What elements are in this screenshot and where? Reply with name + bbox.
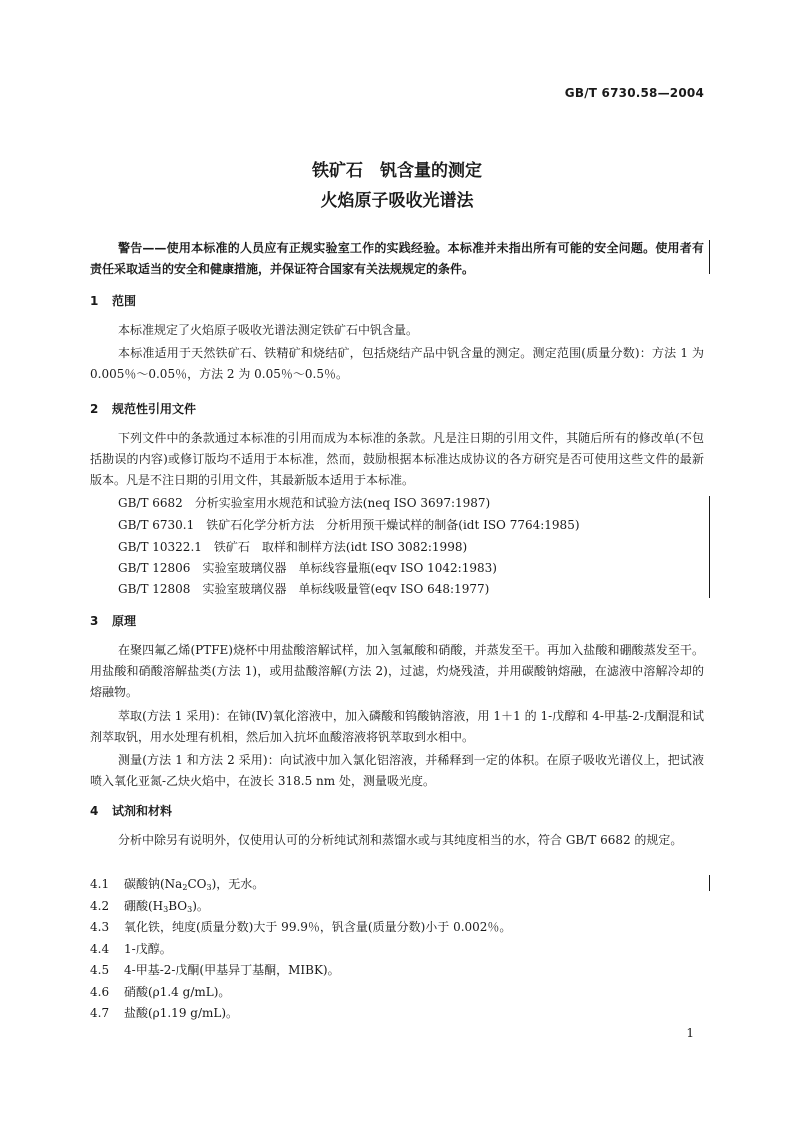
paragraph: 下列文件中的条款通过本标准的引用而成为本标准的条款。凡是注日期的引用文件，其随后所有的修改单(不包括勘误的内容)或修订版均不适用于本标准，然而，鼓励根据本标准达成协议的各方研究是否可使用这些文件的最新版本。凡是不注日期的引用文件，其最新版本适用于本标准。 <box>90 431 704 487</box>
document-title-line2: 火焰原子吸收光谱法 <box>320 191 474 211</box>
reference-item: GB/T 12808 实验室玻璃仪器 单标线吸量管(eqv ISO 648:1977) <box>118 582 490 596</box>
item-text: 氧化铁，纯度(质量分数)大于 99.9％，钒含量(质量分数)小于 0.002％。 <box>124 920 512 934</box>
item-text: )，无水。 <box>211 877 265 891</box>
item-number: 4.5 <box>90 963 110 977</box>
paragraph: 在聚四氟乙烯(PTFE)烧杯中用盐酸溶解试样，加入氢氟酸和硝酸，并蒸发至干。再加入盐酸和硼酸蒸发至干。用盐酸和硝酸溶解盐类(方法 1)，或用盐酸溶解(方法 2)，过滤，灼烧残渣，并用碳酸钠熔融，在滤液中溶解冷却的熔融物。 <box>90 643 704 699</box>
reference-item: GB/T 6730.1 铁矿石化学分析方法 分析用预干燥试样的制备(idt ISO 7764:1985) <box>118 518 580 532</box>
reagent-item <box>90 961 340 978</box>
section-number: 2 <box>90 402 99 416</box>
item-number: 4.4 <box>90 942 110 956</box>
item-text: 盐酸(ρ1.19 g/mL)。 <box>124 1006 239 1020</box>
paragraph: 本标准规定了火焰原子吸收光谱法测定铁矿石中钒含量。 <box>118 323 419 337</box>
section-number: 4 <box>90 804 99 818</box>
section-3-heading <box>90 612 136 629</box>
paragraph: 本标准适用于天然铁矿石、铁精矿和烧结矿，包括烧结产品中钒含量的测定。测定范围(质量分数)：方法 1 为 0.005％～0.05％，方法 2 为 0.05％～0.5％。 <box>90 346 704 381</box>
section-title: 原理 <box>112 614 137 628</box>
subscript: 3 <box>206 883 212 892</box>
item-text: 1-戊醇。 <box>124 942 172 956</box>
paragraph: 分析中除另有说明外，仅使用认可的分析纯试剂和蒸馏水或与其纯度相当的水，符合 GB/T 6682 的规定。 <box>118 833 683 847</box>
item-text: )。 <box>192 899 209 913</box>
page-number: 1 <box>686 1026 694 1040</box>
reagent-item <box>90 940 172 957</box>
reagent-item <box>90 875 264 892</box>
item-text: 4-甲基-2-戊酮(甲基异丁基酮，MIBK)。 <box>124 963 340 977</box>
subscript: 3 <box>187 905 193 914</box>
item-number: 4.1 <box>90 877 110 891</box>
item-number: 4.7 <box>90 1006 110 1020</box>
subscript: 2 <box>182 883 188 892</box>
section-title: 范围 <box>112 294 137 308</box>
section-number: 1 <box>90 294 99 308</box>
reagent-item <box>90 1004 238 1021</box>
standard-number: GB/T 6730.58—2004 <box>564 86 704 100</box>
item-text: CO <box>187 877 207 891</box>
section-4-heading <box>90 802 172 819</box>
item-number: 4.6 <box>90 985 110 999</box>
item-text: BO <box>168 899 188 913</box>
paragraph: 萃取(方法 1 采用)：在铈(Ⅳ)氧化溶液中，加入磷酸和钨酸钠溶液，用 1＋1 的 1-戊醇和 4-甲基-2-戊酮混和试剂萃取钒，用水处理有机相，然后加入抗坏血酸溶液将钒萃取到水相中。 <box>90 709 704 744</box>
section-title: 规范性引用文件 <box>112 402 197 416</box>
item-text: 硼酸(H <box>124 899 164 913</box>
reagent-item <box>90 897 209 914</box>
change-bar <box>709 875 710 891</box>
section-1-heading <box>90 292 136 309</box>
safety-warning: 警告——使用本标准的人员应有正规实验室工作的实践经验。本标准并未指出所有可能的安全问题。使用者有责任采取适当的安全和健康措施，并保证符合国家有关法规规定的条件。 <box>90 241 704 276</box>
reagent-item <box>90 918 511 935</box>
section-title: 试剂和材料 <box>112 804 173 818</box>
item-number: 4.2 <box>90 899 110 913</box>
section-number: 3 <box>90 614 99 628</box>
change-bar <box>709 240 710 274</box>
item-text: 硝酸(ρ1.4 g/mL)。 <box>124 985 231 999</box>
item-text: 碳酸钠(Na <box>124 877 183 891</box>
change-bar <box>709 496 710 598</box>
reagent-item <box>90 983 230 1000</box>
reference-item: GB/T 10322.1 铁矿石 取样和制样方法(idt ISO 3082:1998) <box>118 540 468 554</box>
document-title-line1: 铁矿石 钒含量的测定 <box>312 161 482 181</box>
section-2-heading <box>90 400 196 417</box>
subscript: 3 <box>163 905 169 914</box>
reference-item: GB/T 6682 分析实验室用水规范和试验方法(neq ISO 3697:1987) <box>118 496 491 510</box>
item-number: 4.3 <box>90 920 110 934</box>
paragraph: 测量(方法 1 和方法 2 采用)：向试液中加入氯化铝溶液，并稀释到一定的体积。在原子吸收光谱仪上，把试液喷入氧化亚氮-乙炔火焰中，在波长 318.5 nm 处，测量吸光度。 <box>90 753 704 788</box>
reference-item: GB/T 12806 实验室玻璃仪器 单标线容量瓶(eqv ISO 1042:1983) <box>118 561 497 575</box>
